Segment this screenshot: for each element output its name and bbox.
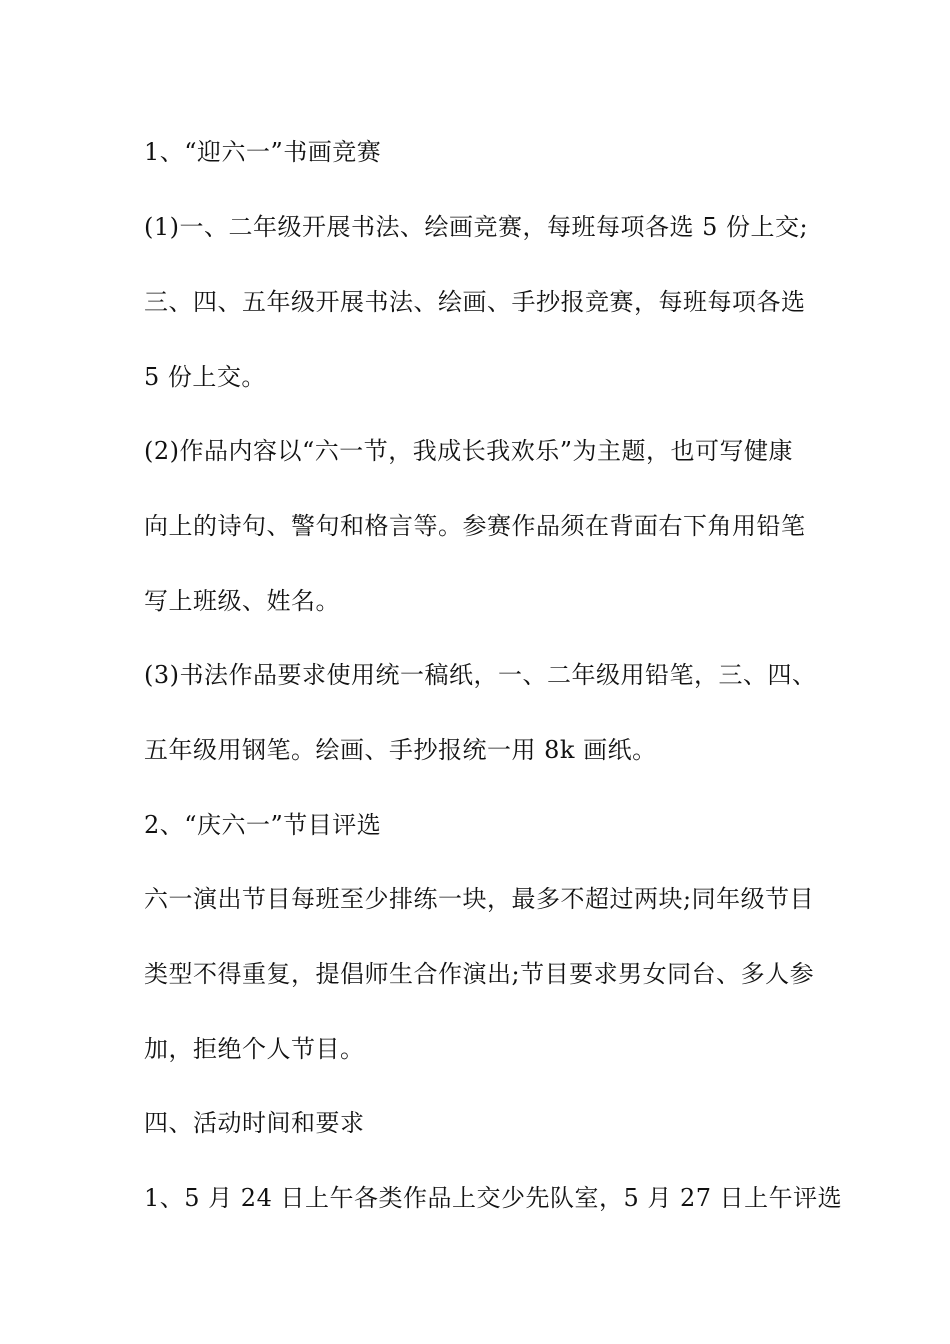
paragraph-line: 加，拒绝个人节目。 — [144, 1035, 365, 1063]
section-heading-time-requirements: 四、活动时间和要求 — [144, 1109, 365, 1137]
paragraph-line: 五年级用钢笔。绘画、手抄报统一用 8k 画纸。 — [144, 736, 657, 764]
paragraph-line: (3)书法作品要求使用统一稿纸，一、二年级用铅笔，三、四、 — [144, 661, 817, 689]
paragraph-line: 1、5 月 24 日上午各类作品上交少先队室，5 月 27 日上午评选 — [144, 1184, 843, 1212]
paragraph-line: 六一演出节目每班至少排练一块，最多不超过两块;同年级节目 — [144, 885, 815, 913]
paragraph-line: (1)一、二年级开展书法、绘画竞赛，每班每项各选 5 份上交; — [144, 213, 809, 241]
section-heading-calligraphy-contest: 1、“迎六一”书画竞赛 — [144, 138, 382, 166]
paragraph-line: 类型不得重复，提倡师生合作演出;节目要求男女同台、多人参 — [144, 960, 815, 988]
paragraph-line: 5 份上交。 — [144, 363, 266, 391]
paragraph-line: 三、四、五年级开展书法、绘画、手抄报竞赛，每班每项各选 — [144, 288, 806, 316]
paragraph-line: (2)作品内容以“六一节，我成长我欢乐”为主题，也可写健康 — [144, 437, 794, 465]
paragraph-line: 写上班级、姓名。 — [144, 587, 340, 615]
paragraph-line: 向上的诗句、警句和格言等。参赛作品须在背面右下角用铅笔 — [144, 512, 806, 540]
section-heading-program-selection: 2、“庆六一”节目评选 — [144, 811, 382, 839]
